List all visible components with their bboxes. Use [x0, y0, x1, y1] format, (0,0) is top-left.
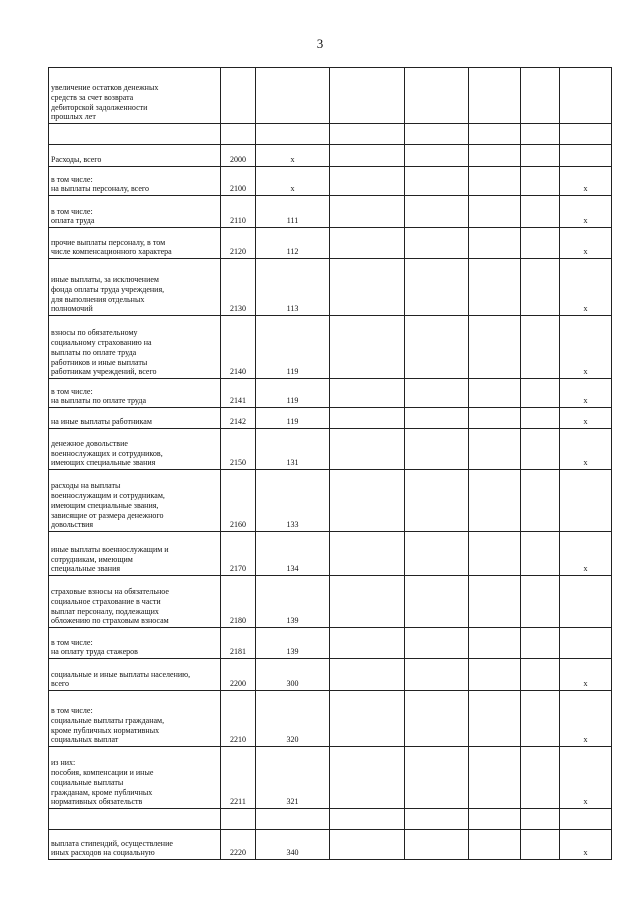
row-x-mark: [560, 809, 612, 830]
row-kosgu-code: 139: [256, 576, 330, 628]
row-x-mark: x: [560, 830, 612, 860]
row-code: 2142: [221, 408, 256, 429]
row-amount-cell: [330, 659, 405, 691]
row-code: 2141: [221, 379, 256, 408]
row-code: 2160: [221, 470, 256, 532]
row-kosgu-code: 119: [256, 316, 330, 379]
row-code: 2000: [221, 145, 256, 167]
row-x-mark: x: [560, 408, 612, 429]
row-amount-cell: [405, 408, 469, 429]
row-name: иные выплаты, за исключением фонда оплаты труда учреждения, для выполнения отдельных полномочий: [49, 259, 221, 316]
row-name: из них: пособия, компенсации и иные социальные выплаты гражданам, кроме публичных нормативных обязательств: [49, 747, 221, 809]
row-kosgu-code: 133: [256, 470, 330, 532]
row-amount-cell: [405, 145, 469, 167]
row-kosgu-code: 131: [256, 429, 330, 470]
row-x-mark: x: [560, 228, 612, 259]
row-amount-cell: [469, 830, 521, 860]
row-name: страховые взносы на обязательное социальное страхование в части выплат персоналу, подлежащих обложению по страховым взносам: [49, 576, 221, 628]
row-amount-cell: [330, 228, 405, 259]
table-row: [49, 259, 612, 316]
row-amount-cell: [405, 809, 469, 830]
row-name: в том числе: на выплаты по оплате труда: [49, 379, 221, 408]
row-amount-cell: [469, 809, 521, 830]
row-amount-cell: [405, 68, 469, 124]
row-kosgu-code: 300: [256, 659, 330, 691]
row-amount-cell: [469, 408, 521, 429]
row-amount-cell: [330, 429, 405, 470]
row-code: [221, 68, 256, 124]
row-name: социальные и иные выплаты населению, всего: [49, 659, 221, 691]
row-amount-cell: [521, 316, 560, 379]
row-amount-cell: [521, 379, 560, 408]
row-code: [221, 809, 256, 830]
row-name: Расходы, всего: [49, 145, 221, 167]
row-amount-cell: [521, 68, 560, 124]
row-amount-cell: [469, 316, 521, 379]
table-row: [49, 429, 612, 470]
row-amount-cell: [330, 167, 405, 196]
row-x-mark: x: [560, 196, 612, 228]
row-amount-cell: [521, 259, 560, 316]
row-x-mark: x: [560, 259, 612, 316]
row-amount-cell: [521, 691, 560, 747]
row-x-mark: x: [560, 747, 612, 809]
row-kosgu-code: 134: [256, 532, 330, 576]
row-amount-cell: [521, 830, 560, 860]
row-amount-cell: [521, 429, 560, 470]
row-name: увеличение остатков денежных средств за счет возврата дебиторской задолженности прошлых лет: [49, 68, 221, 124]
row-code: 2210: [221, 691, 256, 747]
row-kosgu-code: [256, 124, 330, 145]
row-amount-cell: [330, 532, 405, 576]
row-amount-cell: [405, 628, 469, 659]
row-x-mark: [560, 470, 612, 532]
row-amount-cell: [469, 576, 521, 628]
row-amount-cell: [469, 124, 521, 145]
row-amount-cell: [330, 68, 405, 124]
row-amount-cell: [405, 830, 469, 860]
row-amount-cell: [521, 228, 560, 259]
row-amount-cell: [405, 429, 469, 470]
row-name: в том числе: социальные выплаты гражданам, кроме публичных нормативных социальных выплат: [49, 691, 221, 747]
row-amount-cell: [469, 429, 521, 470]
row-amount-cell: [469, 196, 521, 228]
row-amount-cell: [405, 691, 469, 747]
table-body: [49, 68, 612, 860]
table-row: [49, 809, 612, 830]
row-amount-cell: [469, 470, 521, 532]
row-name: в том числе: на выплаты персоналу, всего: [49, 167, 221, 196]
row-x-mark: x: [560, 691, 612, 747]
plan-table: [48, 67, 612, 860]
row-code: 2140: [221, 316, 256, 379]
row-code: 2211: [221, 747, 256, 809]
row-amount-cell: [330, 809, 405, 830]
row-name: денежное довольствие военнослужащих и сотрудников, имеющих специальные звания: [49, 429, 221, 470]
row-amount-cell: [469, 259, 521, 316]
table-row: [49, 532, 612, 576]
row-code: 2150: [221, 429, 256, 470]
row-x-mark: [560, 628, 612, 659]
row-amount-cell: [469, 691, 521, 747]
row-amount-cell: [469, 228, 521, 259]
row-name: взносы по обязательному социальному страхованию на выплаты по оплате труда работников и иные выплаты работникам учреждений, всего: [49, 316, 221, 379]
row-amount-cell: [469, 145, 521, 167]
row-name: иные выплаты военнослужащим и сотрудникам, имеющим специальные звания: [49, 532, 221, 576]
row-name: расходы на выплаты военнослужащим и сотрудникам, имеющим специальные звания, зависящие от размера денежного довольствия: [49, 470, 221, 532]
row-kosgu-code: 139: [256, 628, 330, 659]
row-amount-cell: [405, 747, 469, 809]
row-amount-cell: [405, 576, 469, 628]
row-amount-cell: [521, 196, 560, 228]
row-amount-cell: [330, 124, 405, 145]
row-amount-cell: [405, 316, 469, 379]
row-x-mark: [560, 68, 612, 124]
row-amount-cell: [521, 659, 560, 691]
row-code: 2180: [221, 576, 256, 628]
table-row: [49, 659, 612, 691]
row-amount-cell: [521, 576, 560, 628]
table-row: [49, 228, 612, 259]
row-amount-cell: [405, 470, 469, 532]
row-amount-cell: [405, 228, 469, 259]
row-name: [49, 124, 221, 145]
row-name: [49, 809, 221, 830]
row-kosgu-code: 320: [256, 691, 330, 747]
row-kosgu-code: 119: [256, 379, 330, 408]
table-row: [49, 124, 612, 145]
row-amount-cell: [521, 747, 560, 809]
row-kosgu-code: 111: [256, 196, 330, 228]
row-code: 2181: [221, 628, 256, 659]
row-amount-cell: [405, 379, 469, 408]
table-row: [49, 747, 612, 809]
row-x-mark: x: [560, 167, 612, 196]
row-kosgu-code: 113: [256, 259, 330, 316]
row-name: в том числе: на оплату труда стажеров: [49, 628, 221, 659]
row-name: выплата стипендий, осуществление иных расходов на социальную: [49, 830, 221, 860]
row-amount-cell: [330, 316, 405, 379]
row-amount-cell: [330, 259, 405, 316]
row-x-mark: [560, 145, 612, 167]
row-name: прочие выплаты персоналу, в том числе компенсационного характера: [49, 228, 221, 259]
table-row: [49, 470, 612, 532]
row-amount-cell: [405, 167, 469, 196]
table-row: [49, 830, 612, 860]
table-row: [49, 691, 612, 747]
row-amount-cell: [469, 167, 521, 196]
row-x-mark: x: [560, 379, 612, 408]
row-kosgu-code: 119: [256, 408, 330, 429]
row-amount-cell: [330, 379, 405, 408]
row-kosgu-code: 321: [256, 747, 330, 809]
table-row: [49, 628, 612, 659]
row-x-mark: x: [560, 659, 612, 691]
table-row: [49, 145, 612, 167]
table-row: [49, 576, 612, 628]
row-amount-cell: [521, 145, 560, 167]
table-row: [49, 316, 612, 379]
row-name: на иные выплаты работникам: [49, 408, 221, 429]
row-amount-cell: [521, 628, 560, 659]
row-amount-cell: [330, 830, 405, 860]
page-number: 3: [316, 36, 324, 51]
table-row: [49, 167, 612, 196]
table-row: [49, 68, 612, 124]
row-x-mark: x: [560, 532, 612, 576]
row-amount-cell: [405, 124, 469, 145]
row-amount-cell: [521, 124, 560, 145]
row-amount-cell: [330, 747, 405, 809]
row-amount-cell: [330, 691, 405, 747]
row-amount-cell: [330, 628, 405, 659]
table-row: [49, 379, 612, 408]
row-amount-cell: [330, 576, 405, 628]
row-amount-cell: [521, 167, 560, 196]
row-amount-cell: [469, 532, 521, 576]
row-amount-cell: [405, 532, 469, 576]
row-amount-cell: [521, 408, 560, 429]
row-amount-cell: [405, 659, 469, 691]
row-x-mark: [560, 576, 612, 628]
row-amount-cell: [521, 470, 560, 532]
row-code: 2110: [221, 196, 256, 228]
row-x-mark: x: [560, 316, 612, 379]
row-amount-cell: [330, 196, 405, 228]
row-amount-cell: [521, 809, 560, 830]
row-amount-cell: [469, 747, 521, 809]
row-x-mark: x: [560, 429, 612, 470]
table-row: [49, 408, 612, 429]
row-amount-cell: [469, 659, 521, 691]
row-code: 2220: [221, 830, 256, 860]
row-code: 2200: [221, 659, 256, 691]
row-code: 2100: [221, 167, 256, 196]
row-kosgu-code: x: [256, 145, 330, 167]
row-amount-cell: [330, 408, 405, 429]
row-code: 2130: [221, 259, 256, 316]
row-code: [221, 124, 256, 145]
row-amount-cell: [405, 259, 469, 316]
row-amount-cell: [469, 379, 521, 408]
row-kosgu-code: 112: [256, 228, 330, 259]
row-code: 2120: [221, 228, 256, 259]
row-kosgu-code: x: [256, 167, 330, 196]
row-amount-cell: [330, 470, 405, 532]
table-row: [49, 196, 612, 228]
row-x-mark: [560, 124, 612, 145]
row-kosgu-code: [256, 809, 330, 830]
row-name: в том числе: оплата труда: [49, 196, 221, 228]
row-amount-cell: [330, 145, 405, 167]
row-amount-cell: [469, 628, 521, 659]
row-amount-cell: [521, 532, 560, 576]
row-kosgu-code: 340: [256, 830, 330, 860]
row-code: 2170: [221, 532, 256, 576]
row-kosgu-code: [256, 68, 330, 124]
row-amount-cell: [405, 196, 469, 228]
row-amount-cell: [469, 68, 521, 124]
